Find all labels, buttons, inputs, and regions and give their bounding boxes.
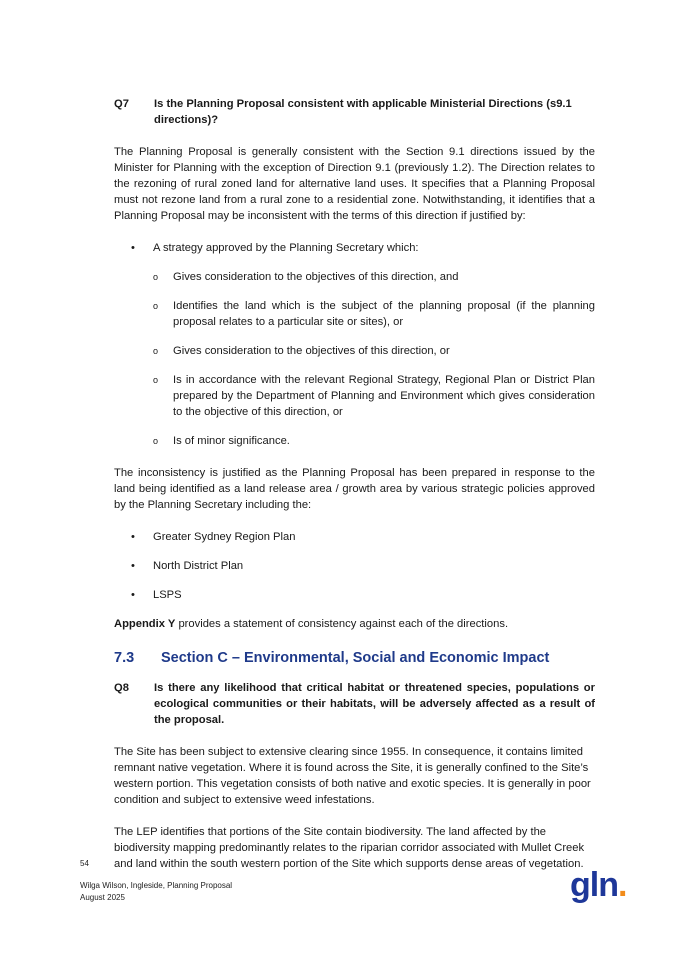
bullet-disc-icon: • <box>131 531 135 543</box>
question-number: Q7 <box>114 98 129 110</box>
logo-text: gln <box>570 866 618 904</box>
appendix-paragraph <box>114 616 595 632</box>
bullet-circle-icon: o <box>153 346 159 356</box>
page-body <box>114 96 595 888</box>
logo-dot-icon: . <box>617 866 627 904</box>
section-heading <box>114 648 595 668</box>
list-item <box>114 240 595 256</box>
list-item-text: LSPS <box>153 589 182 601</box>
bullet-circle-icon: o <box>153 301 159 311</box>
list-item <box>114 558 595 574</box>
sub-list-item <box>114 298 595 330</box>
sub-list-item <box>114 372 595 420</box>
question-q8 <box>114 680 595 728</box>
sub-list-item <box>114 343 595 359</box>
bullet-disc-icon: • <box>131 589 135 601</box>
sub-list-item <box>114 433 595 449</box>
page-footer <box>80 858 232 904</box>
bullet-disc-icon: • <box>131 560 135 572</box>
sub-list-item-text: Is of minor significance. <box>173 435 290 447</box>
question-text: Is the Planning Proposal consistent with applicable Ministerial Directions (s9.1 directions)? <box>154 98 572 126</box>
gln-logo <box>570 866 626 904</box>
bullet-disc-icon: • <box>131 242 135 254</box>
bullet-circle-icon: o <box>153 375 159 385</box>
q7-paragraph-2: The inconsistency is justified as the Planning Proposal has been prepared in response to the land being identified as a land release area / growth area by various strategic policies approved by the Planning Secretary including the: <box>114 467 595 511</box>
q8-paragraph-2: The LEP identifies that portions of the Site contain biodiversity. The land affected by the biodiversity mapping predominantly relates to the riparian corridor associated with Mullet Creek and land within the south western portion of the Site which supports dense areas of vegetation. <box>114 826 585 870</box>
bullet-circle-icon: o <box>153 436 159 446</box>
list-item-text: A strategy approved by the Planning Secretary which: <box>153 242 419 254</box>
appendix-reference: Appendix Y <box>114 618 176 630</box>
sub-list-item-text: Is in accordance with the relevant Regional Strategy, Regional Plan or District Plan prepared by the Department of Planning and Environment which gives consideration to the objective of this direction, or <box>173 374 595 418</box>
section-number: 7.3 <box>114 650 135 666</box>
bullet-circle-icon: o <box>153 272 159 282</box>
list-item <box>114 587 595 603</box>
sub-list-item-text: Identifies the land which is the subject of the planning proposal (if the planning proposal relates to a particular site or sites), or <box>173 300 595 328</box>
q8-paragraph-1: The Site has been subject to extensive clearing since 1955. In consequence, it contains limited remnant native vegetation. Where it is found across the Site, it is generally confined to the Site’s western portion. This vegetation consists of both native and exotic species. It is generally in poor condition and subject to extensive weed infestations. <box>114 746 591 806</box>
q7-paragraph-1: The Planning Proposal is generally consistent with the Section 9.1 directions issued by the Minister for Planning with the exception of Direction 9.1 (previously 1.2). The Direction relates to the rezoning of rural zoned land for alternative land uses. It specifies that a Planning Proposal must not rezone land from a rural zone to a residential zone. Notwithstanding, it identifies that a Planning Proposal may be inconsistent with the terms of this direction if justified by: <box>114 146 595 222</box>
document-date: August 2025 <box>80 893 125 902</box>
page-number: 54 <box>80 859 89 868</box>
question-number: Q8 <box>114 682 129 694</box>
sub-list-item-text: Gives consideration to the objectives of this direction, or <box>173 345 450 357</box>
question-q7 <box>114 96 595 128</box>
list-item-text: Greater Sydney Region Plan <box>153 531 296 543</box>
list-item <box>114 529 595 545</box>
sub-list-item <box>114 269 595 285</box>
document-title: Wilga Wilson, Ingleside, Planning Proposal <box>80 881 233 890</box>
list-item-text: North District Plan <box>153 560 244 572</box>
question-text: Is there any likelihood that critical habitat or threatened species, populations or ecological communities or their habitats, will be adversely affected as a result of the proposal. <box>154 682 595 726</box>
sub-list-item-text: Gives consideration to the objectives of this direction, and <box>173 271 459 283</box>
appendix-text: provides a statement of consistency against each of the directions. <box>175 618 509 630</box>
section-title: Section C – Environmental, Social and Economic Impact <box>161 650 550 666</box>
